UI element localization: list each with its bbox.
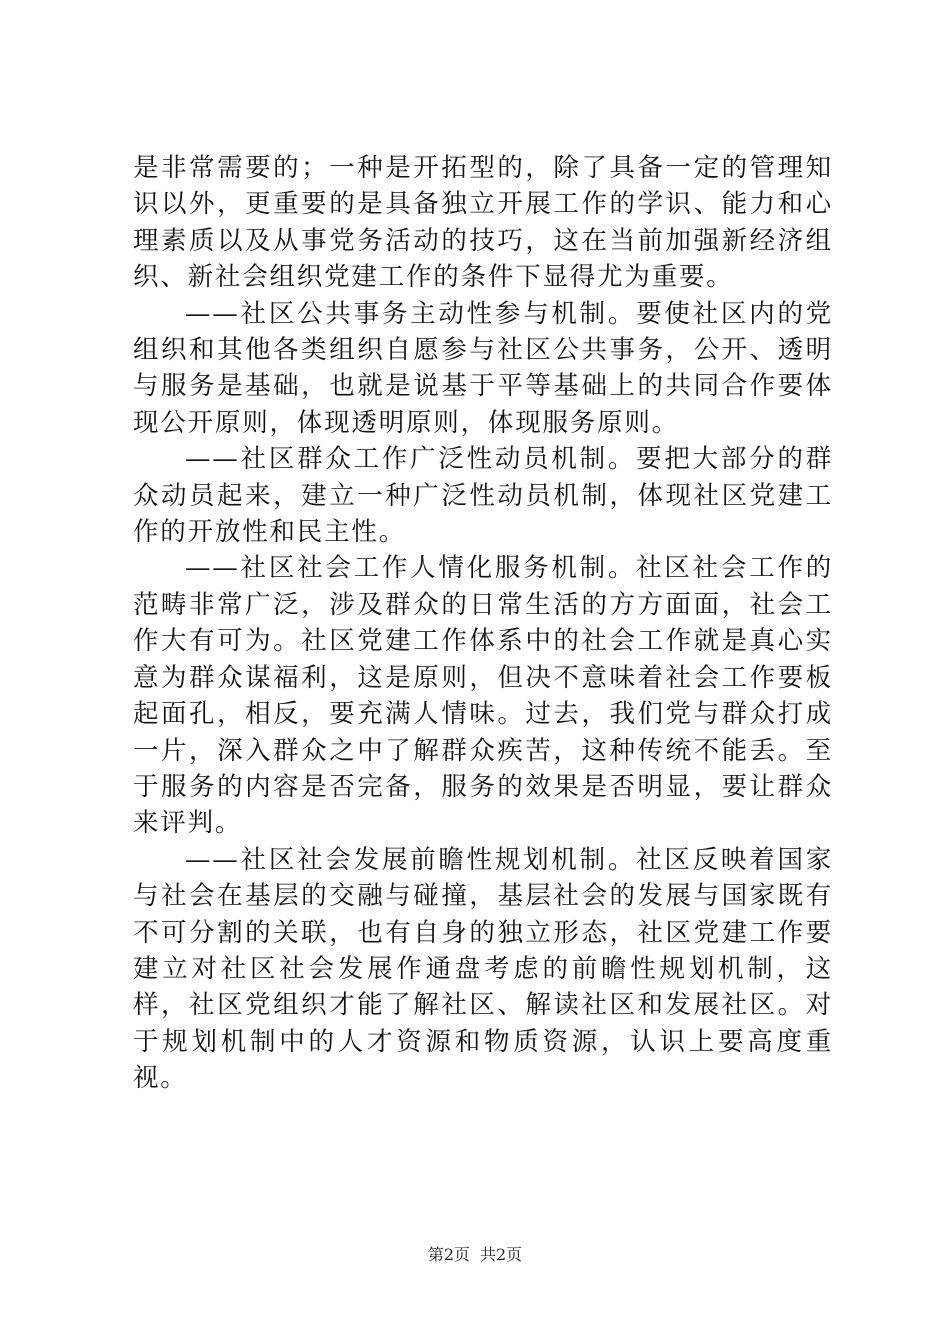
paragraph-3: ——社区群众工作广泛性动员机制。要把大部分的群众动员起来，建立一种广泛性动员机制，体现社区党建工作的开放性和民主性。 [133, 444, 833, 548]
paragraph-4: ——社区社会工作人情化服务机制。社区社会工作的范畴非常广泛，涉及群众的日常生活的方方面面，社会工作大有可为。社区党建工作体系中的社会工作就是真心实意为群众谋福利，这是原则，但决不意味着社会工作要板起面孔，相反，要充满人情味。过去，我们党与群众打成一片，深入群众之中了解群众疾苦，这种传统不能丢。至于服务的内容是否完备，服务的效果是否明显，要让群众来评判。 [133, 553, 833, 839]
page-footer [0, 1244, 950, 1266]
page-number: 第2页 [427, 1245, 470, 1264]
document-body [133, 150, 833, 1097]
paragraph-5: ——社区社会发展前瞻性规划机制。社区反映着国家与社会在基层的交融与碰撞，基层社会的发展与国家既有不可分割的关联，也有自身的独立形态，社区党建工作要建立对社区社会发展作通盘考虑的前瞻性规划机制，这样，社区党组织才能了解社区、解读社区和发展社区。对于规划机制中的人才资源和物质资源，认识上要高度重视。 [133, 844, 833, 1094]
paragraph-2: ——社区公共事务主动性参与机制。要使社区内的党组织和其他各类组织自愿参与社区公共事务，公开、透明与服务是基础，也就是说基于平等基础上的共同合作要体现公开原则，体现透明原则，体现服务原则。 [133, 298, 833, 438]
paragraph-1: 是非常需要的；一种是开拓型的，除了具备一定的管理知识以外，更重要的是具备独立开展工作的学识、能力和心理素质以及从事党务活动的技巧，这在当前加强新经济组织、新社会组织党建工作的条件下显得尤为重要。 [133, 153, 833, 293]
page-total: 共2页 [480, 1245, 523, 1264]
